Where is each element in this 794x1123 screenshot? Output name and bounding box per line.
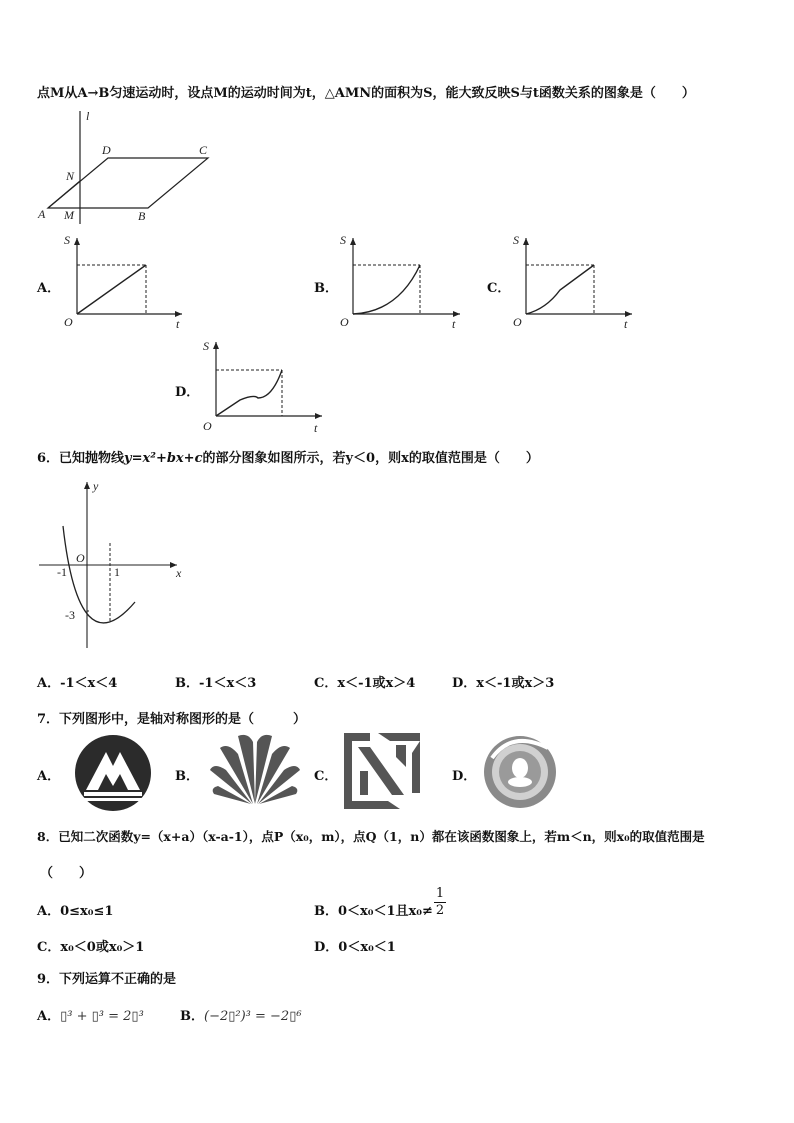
axis-t-label: t <box>176 317 180 331</box>
tick-minus3-label: -3 <box>65 608 75 622</box>
parallelogram-figure <box>36 108 226 228</box>
q9-option-a[interactable]: A．▯³ + ▯³ = 2▯³ <box>37 1009 144 1024</box>
q9-stem: 9．下列运算不正确的是 <box>37 972 177 987</box>
q7-option-b-label[interactable]: B． <box>175 769 199 784</box>
label-N: N <box>66 169 75 183</box>
q7-option-c-label[interactable]: C． <box>314 769 338 784</box>
axis-x-label: x <box>176 566 182 580</box>
axis-t-label: t <box>624 317 628 331</box>
tick-1-label: 1 <box>114 565 120 579</box>
q8-option-a[interactable]: A．0≤x₀≤1 <box>37 904 114 919</box>
origin-label: O <box>340 315 349 329</box>
axis-s-label: S <box>513 233 519 247</box>
q6-option-a[interactable]: A．-1＜x＜4 <box>37 676 118 691</box>
q8-option-d[interactable]: D．0＜x₀＜1 <box>314 940 396 955</box>
axis-s-label: S <box>203 339 209 353</box>
label-D: D <box>102 143 111 157</box>
q8-option-c[interactable]: C．x₀＜0或x₀＞1 <box>37 940 145 955</box>
q6-formula: y=x²+bx+c <box>124 451 203 466</box>
label-B: B <box>138 209 146 223</box>
q5-option-a-label[interactable]: A． <box>37 281 61 296</box>
q8-stem: 8．已知二次函数y=（x+a）（x-a-1），点P（x₀，m），点Q（1，n）都在该函数图象上，若m＜n，则x₀的取值范围是 <box>37 829 705 844</box>
origin-label: O <box>76 551 85 565</box>
axis-y-label: y <box>93 479 99 493</box>
bank-logo-icon[interactable] <box>72 734 154 812</box>
q9-option-b[interactable]: B．(−2▯²)³ = −2▯⁶ <box>180 1009 302 1024</box>
origin-label: O <box>513 315 522 329</box>
q6-stem-suffix: 的部分图象如图所示，若y＜0，则x的取值范围是（ ） <box>202 451 539 466</box>
q6-option-b[interactable]: B．-1＜x＜3 <box>175 676 257 691</box>
q5-graph-d[interactable] <box>200 338 330 438</box>
parabola-graph <box>37 478 197 653</box>
label-C: C <box>199 143 208 157</box>
q7-option-a-label[interactable]: A． <box>37 769 61 784</box>
axis-s-label: S <box>64 233 70 247</box>
origin-label: O <box>64 315 73 329</box>
q6-stem-prefix: 6．已知抛物线 <box>37 451 125 466</box>
axis-t-label: t <box>452 317 456 331</box>
label-M: M <box>64 208 74 222</box>
q5-graph-b[interactable] <box>338 234 468 334</box>
q8-option-b[interactable]: B．0＜x₀＜1且x₀≠ <box>314 904 433 919</box>
q8-paren: （ ） <box>40 866 93 881</box>
q5-stem: 点M从A→B匀速运动时，设点M的运动时间为t，△AMN的面积为S，能大致反映S与t函数关系的图象是（ ） <box>37 86 695 101</box>
geometric-logo-icon[interactable] <box>344 733 420 809</box>
label-A: A <box>38 207 46 221</box>
q7-stem: 7．下列图形中，是轴对称图形的是（ ） <box>37 712 307 727</box>
q5-option-c-label[interactable]: C． <box>487 281 511 296</box>
axis-t-label: t <box>314 421 318 435</box>
fraction-denominator: 2 <box>435 903 445 918</box>
origin-label: O <box>203 419 212 433</box>
q5-graph-c[interactable] <box>510 234 640 334</box>
label-l: l <box>86 109 90 123</box>
q6-stem <box>37 447 539 466</box>
q5-option-b-label[interactable]: B． <box>314 281 338 296</box>
axis-s-label: S <box>340 233 346 247</box>
tick-minus1-label: -1 <box>57 565 67 579</box>
huawei-logo-icon[interactable] <box>208 732 302 806</box>
q7-option-d-label[interactable]: D． <box>452 769 477 784</box>
q5-graph-a[interactable] <box>60 234 190 334</box>
q6-option-d[interactable]: D．x＜-1或x＞3 <box>452 676 555 691</box>
qq-browser-logo-icon[interactable] <box>482 732 558 810</box>
q5-option-d-label[interactable]: D． <box>175 385 200 400</box>
q6-option-c[interactable]: C．x＜-1或x＞4 <box>314 676 416 691</box>
q8-option-b-fraction <box>434 886 446 919</box>
fraction-numerator: 1 <box>435 886 445 901</box>
